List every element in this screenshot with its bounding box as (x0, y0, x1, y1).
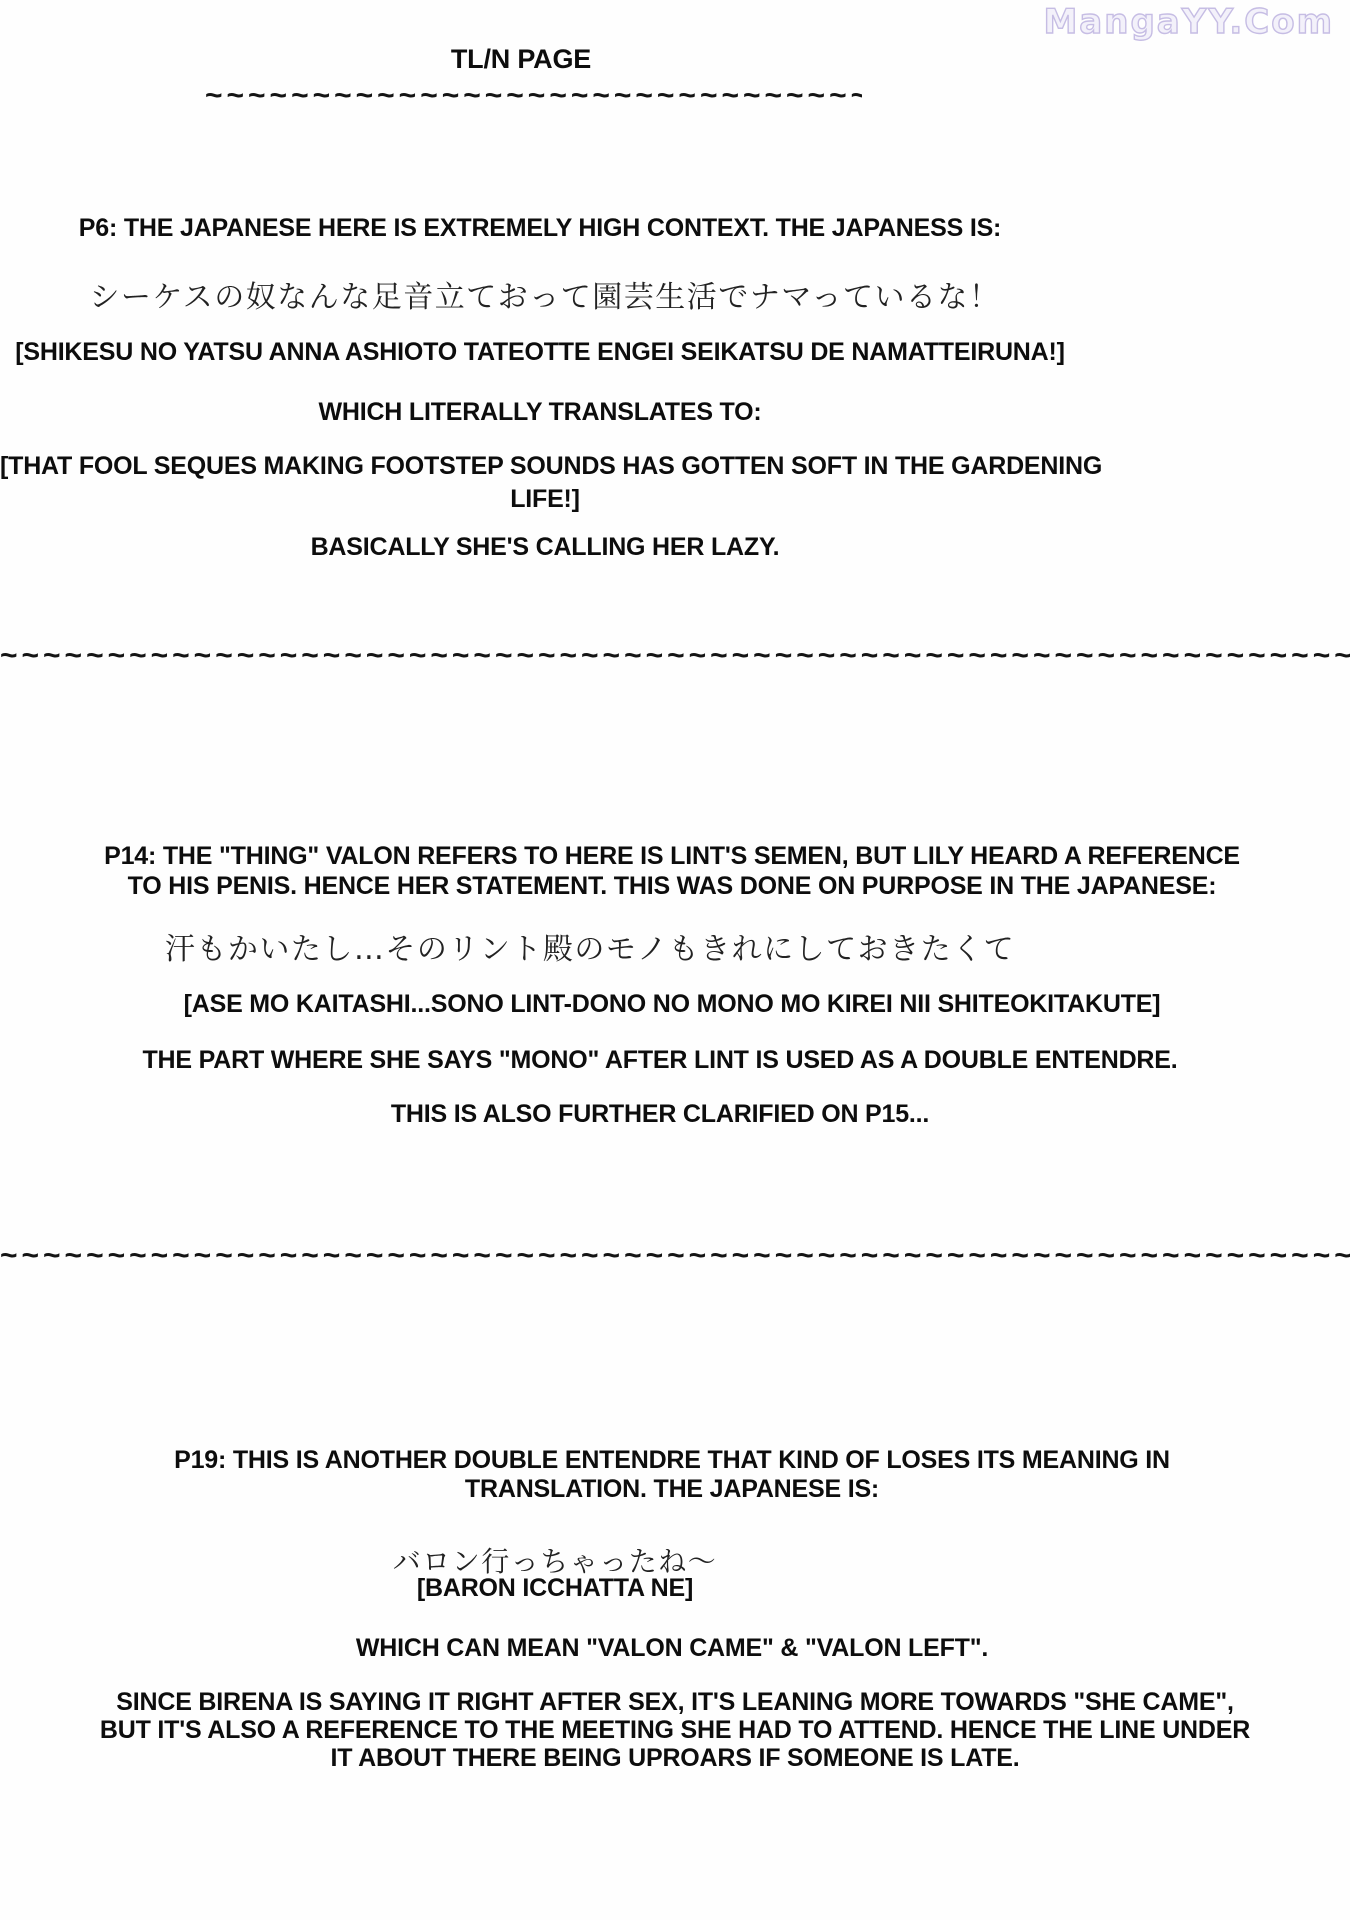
section-divider-2 (0, 1244, 1350, 1270)
p6-literal-line2: LIFE!] (510, 485, 580, 513)
p14-header-line1: P14: THE "THING" VALON REFERS TO HERE IS LINT'S SEMEN, BUT LILY HEARD A REFERENCE (104, 842, 1240, 870)
p19-romaji-text: [BARON ICCHATTA NE] (416, 1574, 694, 1602)
site-watermark: MangaYY.Com (1043, 2, 1334, 42)
title-underline-dashes (205, 84, 862, 110)
p6-literal-translation (0, 450, 1103, 516)
p19-context-line3: IT ABOUT THERE BEING UPROARS IF SOMEONE IS LATE. (330, 1744, 1020, 1772)
p6-literal-line1: [THAT FOOL SEQUES MAKING FOOTSTEP SOUNDS HAS GOTTEN SOFT IN THE GARDENING (0, 452, 1103, 480)
section-divider-1 (0, 644, 1350, 670)
p6-summary-text: BASICALLY SHE'S CALLING HER LAZY. (310, 533, 780, 561)
p14-clarification-text: THIS IS ALSO FURTHER CLARIFIED ON P15... (390, 1100, 930, 1128)
p14-japanese-text: 汗もかいたし…そのリント殿のモノもきれにしておきたくて (164, 932, 1016, 967)
p19-header-line2: TRANSLATION. THE JAPANESE IS: (464, 1475, 880, 1503)
p19-japanese-text: バロン行っちゃったね～ (392, 1545, 718, 1578)
p14-romaji-text: [ASE MO KAITASHI...SONO LINT-DONO NO MONO MO KIREI NII SHITEOKITAKUTE] (183, 990, 1161, 1018)
p19-context-line1: SINCE BIRENA IS SAYING IT RIGHT AFTER SEX, IT'S LEANING MORE TOWARDS "SHE CAME", (116, 1688, 1234, 1716)
p14-explanation-text: THE PART WHERE SHE SAYS "MONO" AFTER LINT IS USED AS A DOUBLE ENTENDRE. (142, 1046, 1178, 1074)
p14-header-line2: TO HIS PENIS. HENCE HER STATEMENT. THIS WAS DONE ON PURPOSE IN THE JAPANESE: (127, 872, 1217, 900)
p19-header-line1: P19: THIS IS ANOTHER DOUBLE ENTENDRE THAT KIND OF LOSES ITS MEANING IN (174, 1446, 1170, 1474)
p6-literal-intro: WHICH LITERALLY TRANSLATES TO: (318, 398, 762, 426)
p19-context-line2: BUT IT'S ALSO A REFERENCE TO THE MEETING SHE HAD TO ATTEND. HENCE THE LINE UNDER (99, 1716, 1251, 1744)
p6-note-header: P6: THE JAPANESE HERE IS EXTREMELY HIGH CONTEXT. THE JAPANESS IS: (78, 214, 1002, 242)
p6-japanese-text: シーケスの奴なんな足音立ておって園芸生活でナマっているな！ (89, 280, 1001, 315)
p6-romaji-text: [SHIKESU NO YATSU ANNA ASHIOTO TATEOTTE ENGEI SEIKATSU DE NAMATTEIRUNA!] (15, 338, 1065, 366)
p14-note-header (0, 841, 1344, 901)
page-title: TL/N PAGE (450, 44, 592, 74)
p19-meaning-text: WHICH CAN MEAN "VALON CAME" & "VALON LEFT". (355, 1634, 989, 1662)
p19-context-text (0, 1688, 1350, 1772)
p19-note-header (0, 1446, 1344, 1504)
